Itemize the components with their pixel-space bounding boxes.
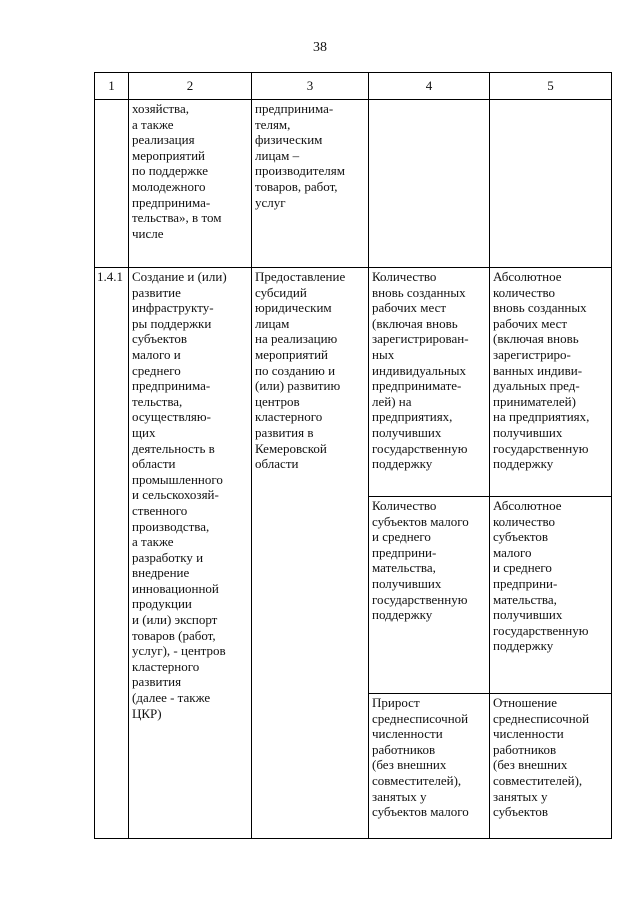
header-cell-2: 2 bbox=[129, 73, 252, 100]
continuation-indicator-cell bbox=[369, 100, 490, 268]
header-cell-4: 4 bbox=[369, 73, 490, 100]
indicator-measure-cell: Абсолютное количество вновь созданных рабочих мест (включая вновь зарегистриро- ванных индиви- дуальных пред- принимателей) на предприятиях, получивших государственную поддержку bbox=[490, 268, 612, 497]
continuation-support-cell: предпринима- телям, физическим лицам – производителям товаров, работ, услуг bbox=[252, 100, 369, 268]
header-cell-3: 3 bbox=[252, 73, 369, 100]
table-row-1-4-1-a bbox=[95, 268, 612, 497]
item-number-cell: 1.4.1 bbox=[95, 268, 129, 839]
indicator-measure-cell: Отношение среднесписочной численности работников (без внешних совместителей), занятых у субъектов bbox=[490, 694, 612, 839]
program-table bbox=[94, 72, 612, 839]
table-header-row bbox=[95, 73, 612, 100]
item-activity-cell: Создание и (или) развитие инфраструкту- ры поддержки субъектов малого и среднего предпринима- тельства, осуществляю- щих деятельность в области промышленного и сельскохозяй- ственного производства, а также разработку и внедрение инновационной продукции и (или) экспорт товаров (работ, услуг), - центров кластерного развития (далее - также ЦКР) bbox=[129, 268, 252, 839]
indicator-name-cell: Количество субъектов малого и среднего предприни- мательства, получивших государственную поддержку bbox=[369, 497, 490, 694]
continuation-measure-cell bbox=[490, 100, 612, 268]
continuation-number-cell bbox=[95, 100, 129, 268]
header-cell-5: 5 bbox=[490, 73, 612, 100]
indicator-measure-cell: Абсолютное количество субъектов малого и среднего предприни- мательства, получивших государственную поддержку bbox=[490, 497, 612, 694]
page-number: 38 bbox=[313, 40, 327, 55]
table-row-continuation bbox=[95, 100, 612, 268]
continuation-activity-cell: хозяйства, а также реализация мероприятий по поддержке молодежного предпринима- тельства», в том числе bbox=[129, 100, 252, 268]
header-cell-1: 1 bbox=[95, 73, 129, 100]
item-support-cell: Предоставление субсидий юридическим лицам на реализацию мероприятий по созданию и (или) развитию центров кластерного развития в Кемеровской области bbox=[252, 268, 369, 839]
indicator-name-cell: Прирост среднесписочной численности работников (без внешних совместителей), занятых у субъектов малого bbox=[369, 694, 490, 839]
indicator-name-cell: Количество вновь созданных рабочих мест (включая вновь зарегистрирован- ных индивидуальных предпринимате- лей) на предприятиях, получивших государственную поддержку bbox=[369, 268, 490, 497]
